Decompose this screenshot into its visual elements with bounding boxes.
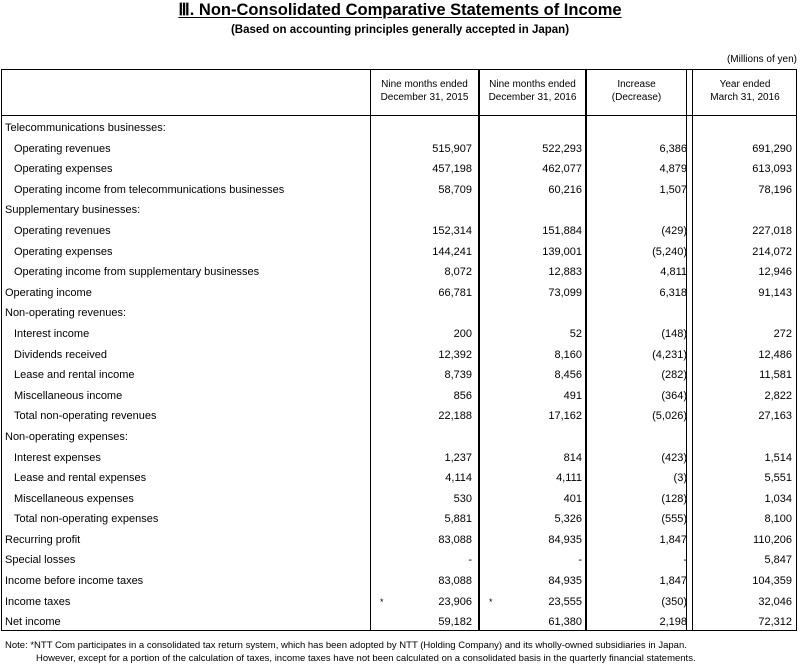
value-increase-decrease: 1,507 (659, 183, 687, 196)
value-nine-months-2015: 12,392 (438, 348, 472, 361)
value-year-ended-2016: 1,034 (764, 492, 792, 505)
table-row (0, 530, 800, 551)
value-year-ended-2016: 2,822 (764, 389, 792, 402)
value-year-ended-2016: 27,163 (758, 410, 792, 423)
row-label: Operating income from supplementary businesses (14, 266, 260, 279)
value-increase-decrease: (423) (661, 451, 687, 464)
value-nine-months-2016: 5,326 (554, 513, 582, 526)
value-year-ended-2016: 78,196 (758, 183, 792, 196)
table-row (0, 489, 800, 510)
value-nine-months-2016: 4,111 (556, 472, 582, 485)
value-nine-months-2015: 515,907 (432, 142, 472, 155)
value-nine-months-2016: 8,160 (554, 348, 582, 361)
row-label: Telecommunications businesses: (5, 122, 166, 134)
page-title: Ⅲ. Non-Consolidated Comparative Statements of Income (178, 1, 622, 19)
value-year-ended-2016: 613,093 (752, 163, 792, 176)
row-label: Operating expenses (14, 245, 113, 258)
row-label: Lease and rental income (14, 369, 135, 382)
value-nine-months-2015: 457,198 (432, 163, 472, 176)
value-increase-decrease: (350) (661, 595, 687, 608)
value-nine-months-2016: - (578, 554, 582, 567)
value-nine-months-2016: 491 (563, 389, 582, 402)
table-row (0, 468, 800, 489)
value-increase-decrease: (148) (661, 327, 687, 340)
header-year-ended-2016: Year ended March 31, 2016 (710, 79, 780, 103)
value-year-ended-2016: 91,143 (758, 286, 792, 299)
table-row (0, 406, 800, 427)
value-nine-months-2016: 84,935 (548, 575, 582, 588)
value-nine-months-2015: 83,088 (438, 575, 472, 588)
table-row (0, 386, 800, 407)
value-nine-months-2016: 522,293 (542, 142, 582, 155)
value-increase-decrease: 1,847 (659, 575, 687, 588)
value-year-ended-2016: 5,847 (764, 554, 792, 567)
footnote-marker: * (380, 596, 384, 607)
value-nine-months-2015: 23,906 (438, 595, 472, 608)
value-increase-decrease: 4,879 (659, 163, 687, 176)
value-nine-months-2015: 8,072 (444, 266, 472, 279)
table-row (0, 592, 800, 613)
value-nine-months-2015: 66,781 (438, 286, 472, 299)
table-row (0, 571, 800, 592)
value-increase-decrease: 4,811 (660, 266, 687, 279)
row-label: Non-operating revenues: (5, 307, 127, 320)
table-row (0, 324, 800, 345)
row-label: Recurring profit (5, 533, 81, 546)
table-row (0, 303, 800, 324)
footnote-marker: * (489, 596, 493, 607)
table-row (0, 200, 800, 221)
value-year-ended-2016: 227,018 (752, 224, 792, 237)
table-row (0, 180, 800, 201)
value-nine-months-2015: 4,114 (445, 472, 472, 485)
row-label: Income before income taxes (5, 575, 144, 588)
value-nine-months-2015: 144,241 (432, 245, 472, 258)
value-nine-months-2016: 60,216 (548, 183, 582, 196)
value-year-ended-2016: 214,072 (752, 245, 792, 258)
value-increase-decrease: 1,847 (659, 533, 687, 546)
value-increase-decrease: (364) (661, 389, 687, 402)
table-row (0, 550, 800, 571)
value-year-ended-2016: 8,100 (764, 513, 792, 526)
value-increase-decrease: (5,240) (652, 245, 687, 258)
value-nine-months-2016: 814 (563, 451, 582, 464)
value-nine-months-2015: - (468, 554, 472, 567)
value-increase-decrease: (4,231) (652, 348, 687, 361)
row-label: Operating income from telecommunications businesses (14, 183, 285, 196)
row-label: Special losses (5, 554, 76, 567)
row-label: Lease and rental expenses (14, 472, 147, 485)
page-subtitle: (Based on accounting principles generally accepted in Japan) (230, 24, 570, 36)
value-nine-months-2016: 52 (569, 327, 582, 340)
row-label: Supplementary businesses: (5, 204, 141, 217)
value-nine-months-2015: 1,237 (444, 451, 472, 464)
row-label: Income taxes (5, 595, 71, 608)
table-row (0, 221, 800, 242)
value-increase-decrease: 2,198 (659, 616, 687, 629)
header-nine-months-2015: Nine months ended December 31, 2015 (380, 79, 469, 103)
value-nine-months-2016: 151,884 (542, 224, 582, 237)
footnote-line-1: Note: *NTT Com participates in a consolidated tax return system, which has been adopted by NTT (Holding Company) and its wholly-owned subsidiaries in Japan. (5, 640, 687, 651)
value-nine-months-2015: 152,314 (432, 224, 472, 237)
row-label: Operating expenses (14, 163, 113, 176)
value-year-ended-2016: 1,514 (764, 451, 792, 464)
table-row (0, 242, 800, 263)
value-nine-months-2016: 139,001 (542, 245, 582, 258)
value-increase-decrease: 6,318 (659, 286, 687, 299)
value-nine-months-2016: 61,380 (548, 616, 582, 629)
value-nine-months-2015: 83,088 (438, 533, 472, 546)
row-label: Miscellaneous expenses (14, 492, 134, 505)
value-nine-months-2015: 200 (453, 327, 472, 340)
table-row (0, 283, 800, 304)
value-year-ended-2016: 691,290 (752, 142, 792, 155)
row-label: Miscellaneous income (14, 389, 123, 402)
row-label: Interest income (14, 327, 90, 340)
table-row (0, 118, 800, 139)
value-nine-months-2016: 73,099 (548, 286, 582, 299)
value-year-ended-2016: 12,946 (758, 266, 792, 279)
value-nine-months-2016: 462,077 (542, 163, 582, 176)
value-increase-decrease: (128) (661, 492, 687, 505)
row-label: Dividends received (14, 348, 107, 361)
header-divider (1, 115, 797, 116)
row-label: Operating revenues (14, 224, 111, 237)
value-nine-months-2015: 530 (453, 492, 472, 505)
value-increase-decrease: (3) (673, 472, 687, 485)
value-nine-months-2016: 401 (563, 492, 582, 505)
value-nine-months-2016: 8,456 (554, 369, 582, 382)
row-label: Total non-operating revenues (14, 410, 157, 423)
table-row (0, 509, 800, 530)
value-nine-months-2015: 58,709 (438, 183, 472, 196)
value-year-ended-2016: 11,581 (759, 369, 792, 382)
value-nine-months-2016: 12,883 (548, 266, 582, 279)
header-increase-decrease: Increase (Decrease) (611, 79, 662, 103)
footnote-line-2: However, except for a portion of the calculation of taxes, income taxes have not been calculated on a consolidated basis in the quarterly financial statements. (36, 653, 696, 664)
statement-table-body (0, 118, 800, 633)
row-label: Interest expenses (14, 451, 101, 464)
value-increase-decrease: 6,386 (659, 142, 687, 155)
value-increase-decrease: (429) (661, 224, 687, 237)
value-year-ended-2016: 110,206 (753, 533, 792, 546)
value-year-ended-2016: 72,312 (758, 616, 792, 629)
header-nine-months-2016: Nine months ended December 31, 2016 (488, 79, 577, 103)
table-row (0, 159, 800, 180)
row-label: Operating income (5, 286, 92, 299)
value-nine-months-2015: 22,188 (438, 410, 472, 423)
value-year-ended-2016: 104,359 (752, 575, 792, 588)
value-year-ended-2016: 272 (773, 327, 792, 340)
value-increase-decrease: (555) (661, 513, 687, 526)
value-year-ended-2016: 12,486 (758, 348, 792, 361)
row-label: Net income (5, 616, 61, 629)
table-row (0, 427, 800, 448)
value-nine-months-2016: 17,162 (548, 410, 582, 423)
value-year-ended-2016: 5,551 (764, 472, 792, 485)
value-nine-months-2015: 5,881 (444, 513, 472, 526)
row-label: Non-operating expenses: (5, 430, 128, 443)
value-nine-months-2015: 59,182 (438, 616, 472, 629)
table-row (0, 262, 800, 283)
row-label: Total non-operating expenses (14, 513, 159, 526)
value-increase-decrease: (5,026) (652, 410, 687, 423)
unit-label: (Millions of yen) (726, 54, 797, 65)
table-row (0, 365, 800, 386)
table-row (0, 612, 800, 633)
value-increase-decrease: - (683, 554, 687, 567)
value-nine-months-2015: 8,739 (444, 369, 472, 382)
value-nine-months-2016: 23,555 (548, 595, 582, 608)
table-row (0, 139, 800, 160)
value-nine-months-2016: 84,935 (548, 533, 582, 546)
value-nine-months-2015: 856 (453, 389, 472, 402)
table-row (0, 448, 800, 469)
table-row (0, 345, 800, 366)
value-year-ended-2016: 32,046 (758, 595, 792, 608)
value-increase-decrease: (282) (661, 369, 687, 382)
row-label: Operating revenues (14, 142, 111, 155)
